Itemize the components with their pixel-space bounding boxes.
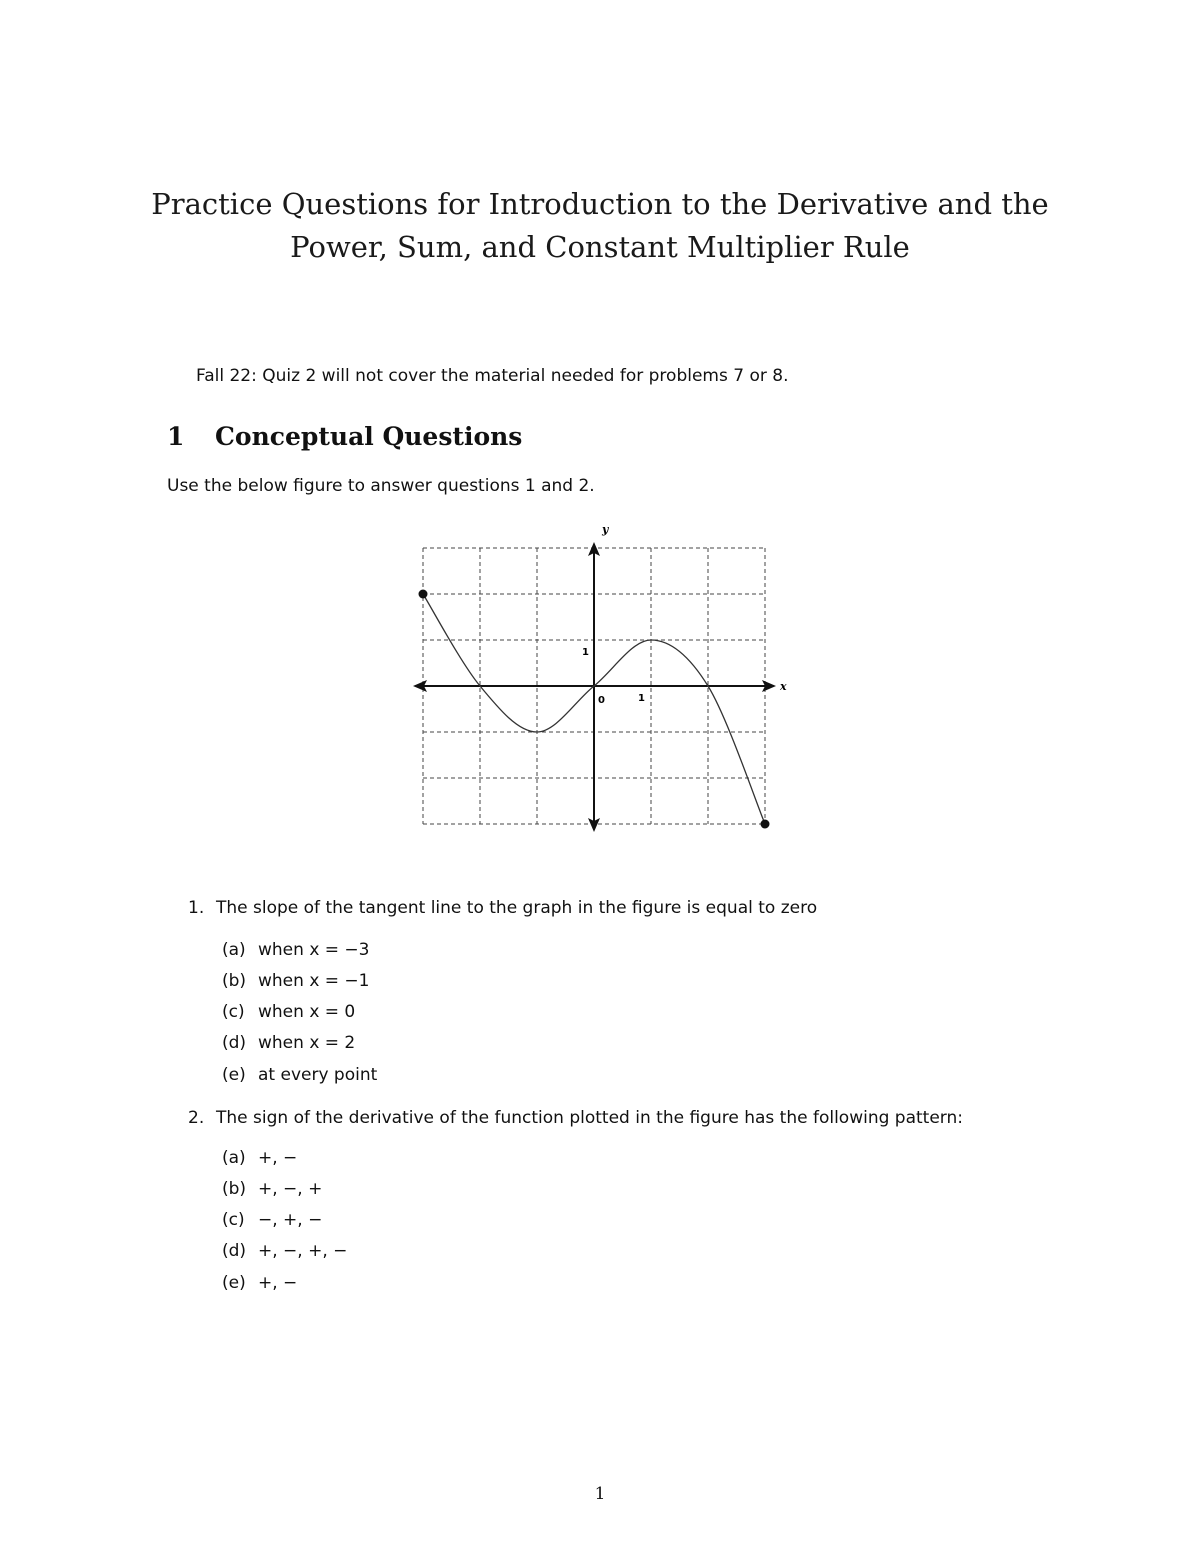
option-text: when x = −3 (258, 940, 370, 960)
option-text: +, − (258, 1273, 298, 1293)
y-axis-label: y (602, 523, 609, 536)
q1-option-b (222, 971, 370, 991)
section-heading (167, 422, 522, 451)
q1-option-d (222, 1033, 355, 1053)
option-label: (e) (222, 1065, 246, 1085)
option-label: (b) (222, 971, 247, 991)
option-text: at every point (258, 1065, 378, 1085)
question-text: The slope of the tangent line to the graph in the figure is equal to zero (216, 898, 818, 918)
title-line-1: Practice Questions for Introduction to the Derivative and the (151, 187, 1049, 221)
x-tick-label: 1 (638, 693, 645, 704)
q2-option-d (222, 1241, 347, 1261)
option-label: (e) (222, 1273, 246, 1293)
q2-option-c (222, 1210, 322, 1230)
q1-option-a (222, 940, 370, 960)
option-text: when x = 0 (258, 1002, 356, 1022)
page-title (0, 183, 1200, 269)
question-1 (188, 898, 817, 918)
quiz-note: Fall 22: Quiz 2 will not cover the material needed for problems 7 or 8. (196, 366, 789, 386)
y-tick-label: 1 (582, 647, 589, 658)
q2-option-a (222, 1148, 297, 1168)
option-text: when x = −1 (258, 971, 370, 991)
option-text: −, +, − (258, 1210, 323, 1230)
option-label: (a) (222, 1148, 246, 1168)
section-number: 1 (167, 422, 185, 451)
option-text: +, − (258, 1148, 298, 1168)
function-graph (400, 520, 810, 840)
option-label: (a) (222, 940, 246, 960)
option-label: (d) (222, 1033, 247, 1053)
option-text: +, −, + (258, 1179, 323, 1199)
section-title: Conceptual Questions (215, 422, 523, 451)
q1-option-e (222, 1065, 377, 1085)
q1-option-c (222, 1002, 355, 1022)
option-text: +, −, +, − (258, 1241, 348, 1261)
option-label: (b) (222, 1179, 247, 1199)
q2-option-b (222, 1179, 322, 1199)
question-number: 2. (188, 1108, 205, 1128)
option-label: (d) (222, 1241, 247, 1261)
option-label: (c) (222, 1210, 245, 1230)
figure-intro: Use the below figure to answer questions 1 and 2. (167, 476, 595, 496)
question-2 (188, 1108, 963, 1128)
question-number: 1. (188, 898, 205, 918)
graph-axes (413, 523, 787, 832)
q2-option-e (222, 1273, 297, 1293)
x-axis-label: x (780, 680, 787, 693)
option-text: when x = 2 (258, 1033, 356, 1053)
endpoint-dot (761, 820, 770, 829)
origin-label: 0 (598, 695, 605, 706)
title-line-2: Power, Sum, and Constant Multiplier Rule (290, 230, 910, 264)
question-text: The sign of the derivative of the function plotted in the figure has the following pattern: (216, 1108, 963, 1128)
option-label: (c) (222, 1002, 245, 1022)
page-number: 1 (594, 1484, 606, 1504)
endpoint-dot (419, 590, 428, 599)
